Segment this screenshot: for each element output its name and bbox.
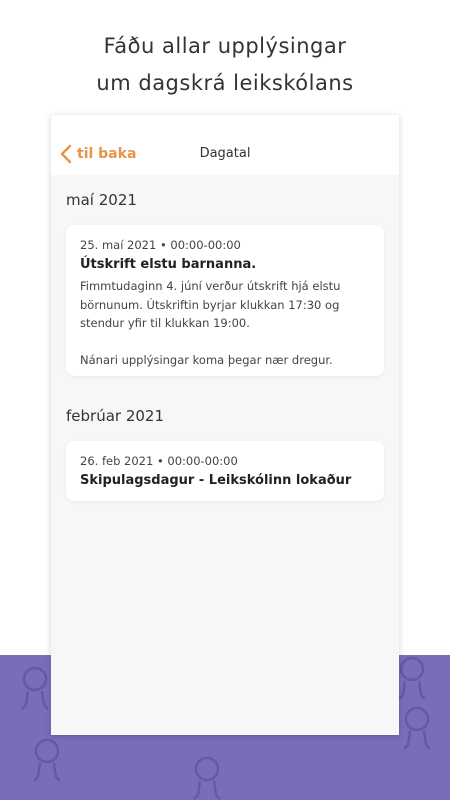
event-description-p1: Fimmtudaginn 4. júní verður útskrift hjá elstu börnunum. Útskriftin byrjar klukkan 17:30 og stendur yfir til klukkan 19:00. xyxy=(80,279,341,330)
child-face-icon xyxy=(18,665,52,711)
promo-headline xyxy=(0,28,450,102)
headline-line-2: um dagskrá leikskólans xyxy=(96,71,354,95)
child-face-icon xyxy=(400,705,434,751)
month-header-may: maí 2021 xyxy=(66,191,137,209)
event-card[interactable] xyxy=(66,225,384,376)
event-description-p2: Nánari upplýsingar koma þegar nær dregur. xyxy=(80,352,333,367)
nav-bar xyxy=(51,115,399,175)
month-header-feb: febrúar 2021 xyxy=(66,407,165,425)
event-description xyxy=(80,277,370,369)
child-face-icon xyxy=(395,655,429,701)
event-card[interactable] xyxy=(66,441,384,501)
headline-line-1: Fáðu allar upplýsingar xyxy=(103,34,347,58)
event-title: Skipulagsdagur - Leikskólinn lokaður xyxy=(80,473,352,488)
event-title: Útskrift elstu barnanna. xyxy=(80,257,257,272)
event-date: 25. maí 2021 • 00:00-00:00 xyxy=(80,238,241,252)
child-face-icon xyxy=(30,737,64,783)
event-date: 26. feb 2021 • 00:00-00:00 xyxy=(80,454,238,468)
child-face-icon xyxy=(190,755,224,800)
page-title: Dagatal xyxy=(199,146,251,161)
phone-screen xyxy=(51,115,399,735)
back-label: til baka xyxy=(77,146,137,162)
